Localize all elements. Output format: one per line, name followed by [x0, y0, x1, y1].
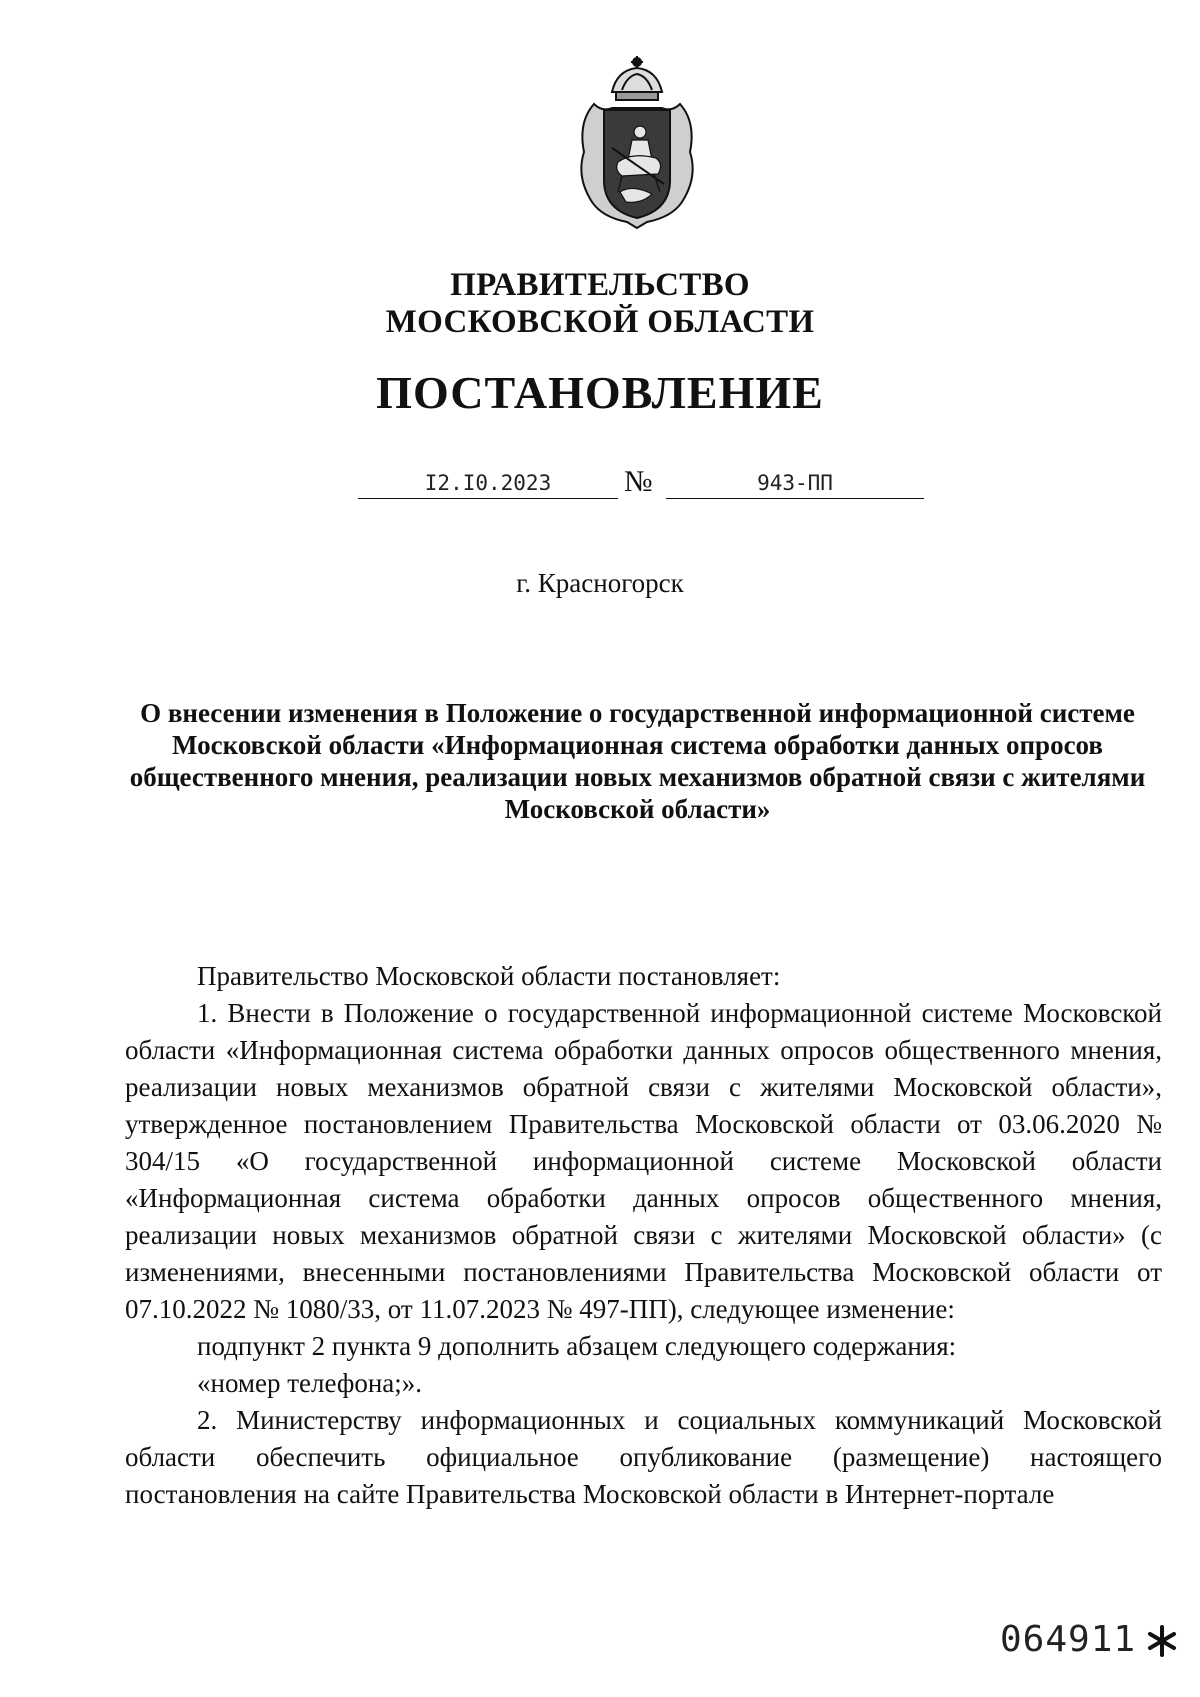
document-body [125, 958, 1162, 1513]
document-number: 943-ПП [666, 470, 924, 499]
issue-city: г. Красногорск [516, 568, 684, 598]
body-paragraph-amendment: подпункт 2 пункта 9 дополнить абзацем следующего содержания: [197, 1331, 957, 1361]
number-sign: № [624, 465, 653, 498]
form-serial-number: 064911 [1000, 1619, 1137, 1660]
body-paragraph-intro: Правительство Московской области постановляет: [197, 961, 781, 991]
document-type-title: ПОСТАНОВЛЕНИЕ [376, 367, 824, 418]
asterisk-icon [1145, 1624, 1179, 1658]
organization-name-line2: МОСКОВСКОЙ ОБЛАСТИ [385, 304, 815, 340]
body-paragraph-item1: 1. Внести в Положение о государственной информационной системе Московской области «Информационная система обработки данных опросов общественного мнения, реализации новых механизмов обратной связи с жителями Московской области», утвержденное постановлением Правительства Московской области от 03.06.2020 № 304/15 «О государственной информационной системе Московской области «Информационная система обработки данных опросов общественного мнения, реализации новых механизмов обратной связи с жителями Московской области» (с изменениями, внесенными постановлениями Правительства Московской области от 07.10.2022 № 1080/33, от 11.07.2023 № 497-ПП), следующее изменение: [125, 998, 1162, 1324]
organization-name-line1: ПРАВИТЕЛЬСТВО [450, 267, 750, 303]
moscow-oblast-coat-of-arms-icon [572, 52, 702, 230]
document-subject: О внесении изменения в Положение о государственной информационной системе Московской области «Информационная система обработки данных опросов общественного мнения, реализации новых механизмов обратной связи с жителями Московской области» [129, 698, 1146, 824]
body-paragraph-quote: «номер телефона;». [197, 1368, 423, 1398]
document-date: I2.I0.2023 [358, 470, 618, 499]
body-paragraph-item2: 2. Министерству информационных и социальных коммуникаций Московской области обеспечить официальное опубликование (размещение) настоящего постановления на сайте Правительства Московской области в Интернет-портале [125, 1405, 1162, 1509]
